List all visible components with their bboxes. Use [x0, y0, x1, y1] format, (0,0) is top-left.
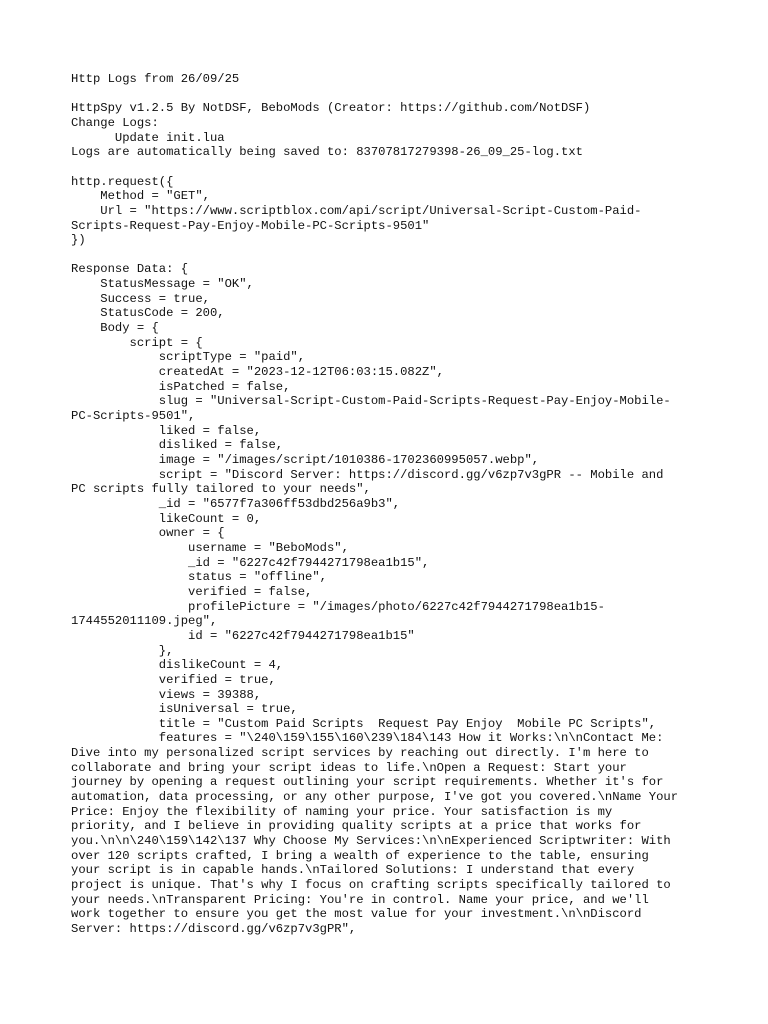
log-line: verified = false,: [71, 584, 313, 599]
log-line: StatusCode = 200,: [71, 306, 225, 321]
log-line: isUniversal = true,: [71, 702, 298, 717]
log-line: you.\n\n\240\159\142\137 Why Choose My Services:\n\nExperienced Scriptwriter: With: [71, 834, 671, 849]
log-line: features = "\240\159\155\160\239\184\143 How it Works:\n\nContact Me:: [71, 731, 664, 746]
log-line: verified = true,: [71, 672, 276, 687]
blank-line: [71, 87, 711, 102]
log-line: id = "6227c42f7944271798ea1b15": [71, 628, 415, 643]
log-line: Change Logs:: [71, 115, 159, 130]
log-line: Body = {: [71, 321, 159, 336]
log-line: Http Logs from 26/09/25: [71, 72, 240, 86]
log-line: title = "Custom Paid Scripts Request Pay Enjoy Mobile PC Scripts",: [71, 716, 657, 731]
log-line: },: [71, 643, 174, 658]
log-line: your needs.\nTransparent Pricing: You're in control. Name your price, and we'll: [71, 892, 649, 907]
log-line: _id = "6577f7a306ff53dbd256a9b3",: [71, 496, 401, 511]
log-line: priority, and I believe in providing quality scripts at a price that works for: [71, 819, 642, 834]
log-line: script = {: [71, 335, 203, 350]
log-line: isPatched = false,: [71, 379, 291, 394]
log-line: _id = "6227c42f7944271798ea1b15",: [71, 555, 430, 570]
log-line: }): [71, 233, 86, 248]
log-line: owner = {: [71, 526, 225, 541]
log-line: automation, data processing, or any other purpose, I've got you covered.\nName Your: [71, 790, 679, 805]
log-line: slug = "Universal-Script-Custom-Paid-Scripts-Request-Pay-Enjoy-Mobile-: [71, 394, 671, 409]
log-line: createdAt = "2023-12-12T06:03:15.082Z",: [71, 365, 444, 380]
log-line: over 120 scripts crafted, I bring a wealth of experience to the table, ensuring: [71, 848, 649, 863]
log-line: journey by opening a request outlining your script requirements. Whether it's for: [71, 775, 664, 790]
blank-line: [71, 160, 711, 175]
log-line: Response Data: {: [71, 262, 189, 277]
log-document: [71, 72, 711, 937]
log-line: HttpSpy v1.2.5 By NotDSF, BeboMods (Creator: https://github.com/NotDSF): [71, 101, 591, 116]
log-line: Dive into my personalized script services by reaching out directly. I'm here to: [71, 746, 649, 761]
log-line: Url = "https://www.scriptblox.com/api/script/Universal-Script-Custom-Paid-: [71, 203, 642, 218]
log-line: likeCount = 0,: [71, 511, 262, 526]
log-line: image = "/images/script/1010386-1702360995057.webp",: [71, 453, 540, 468]
log-line: work together to ensure you get the most value for your investment.\n\nDiscord: [71, 907, 642, 922]
log-line: collaborate and bring your script ideas to life.\nOpen a Request: Start your: [71, 760, 627, 775]
log-line: Update init.lua: [71, 130, 225, 145]
log-line: PC-Scripts-9501",: [71, 409, 196, 424]
blank-line: [71, 248, 711, 263]
log-line: 1744552011109.jpeg",: [71, 614, 218, 629]
log-line: StatusMessage = "OK",: [71, 277, 254, 292]
log-line: disliked = false,: [71, 438, 284, 453]
log-line: PC scripts fully tailored to your needs",: [71, 482, 371, 497]
log-line: project is unique. That's why I focus on crafting scripts specifically tailored to: [71, 878, 671, 893]
log-line: Price: Enjoy the flexibility of naming your price. Your satisfaction is my: [71, 804, 613, 819]
log-line: status = "offline",: [71, 570, 327, 585]
log-line: username = "BeboMods",: [71, 540, 349, 555]
log-line: dislikeCount = 4,: [71, 658, 284, 673]
log-line: Scripts-Request-Pay-Enjoy-Mobile-PC-Scripts-9501": [71, 218, 430, 233]
log-line: Server: https://discord.gg/v6zp7v3gPR",: [71, 922, 357, 937]
log-line: views = 39388,: [71, 687, 262, 702]
log-line: Success = true,: [71, 291, 210, 306]
log-line: http.request({: [71, 174, 174, 189]
log-line: scriptType = "paid",: [71, 350, 306, 365]
log-line: script = "Discord Server: https://discord.gg/v6zp7v3gPR -- Mobile and: [71, 467, 664, 482]
log-line: your script is in capable hands.\nTailored Solutions: I understand that every: [71, 863, 635, 878]
log-line: Method = "GET",: [71, 189, 210, 204]
log-line: profilePicture = "/images/photo/6227c42f7944271798ea1b15-: [71, 599, 605, 614]
log-line: liked = false,: [71, 423, 262, 438]
log-line: Logs are automatically being saved to: 83707817279398-26_09_25-log.txt: [71, 145, 583, 160]
